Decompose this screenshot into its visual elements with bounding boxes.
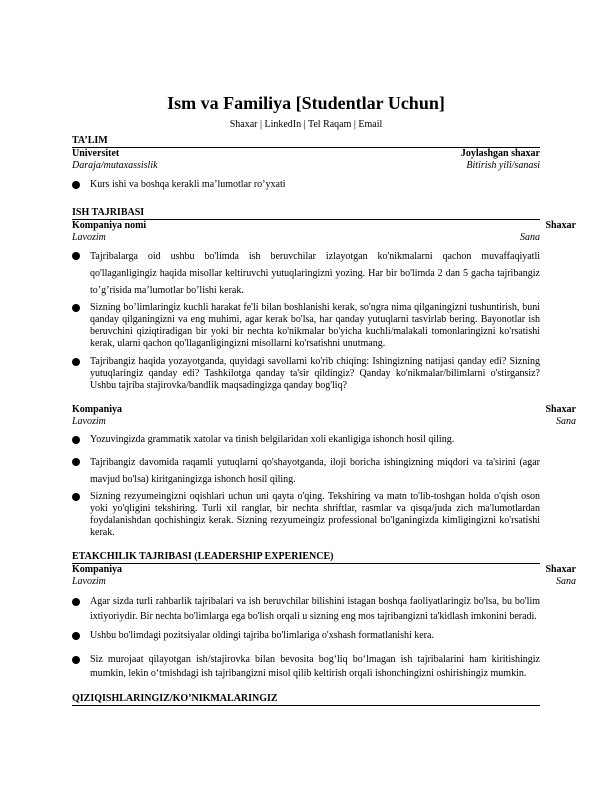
- company-city: Shaxar: [545, 220, 576, 231]
- work-entry-1-row-1: [72, 220, 576, 232]
- company-name: Kompaniya nomi: [72, 220, 147, 231]
- bullet-icon: [72, 493, 80, 501]
- list-item: Yozuvingizda grammatik xatolar va tinish belgilaridan xoli ekanligiga ishonch hosil qiling.: [72, 434, 540, 446]
- list-item: Sizning rezyumeingizni oqishlari uchun uni qayta o'qing. Tekshiring va matn to'lib-toshgan holda o'qish oson yoki yo'qligini tekshiring. Turli xil ranglar, bir nechta shriftlar, rasmlar va qisqa/juda zich ma'lumotlardan foydalanishdan qochishingiz kerak. Sizning rezyumeingiz professional bo'lganingizda kimligingizni ko'rsatishi kerak.: [72, 491, 540, 539]
- bullet-icon: [72, 632, 80, 640]
- section-title-work: ISH TAJRIBASI: [72, 207, 540, 220]
- company-city: Shaxar: [545, 404, 576, 415]
- bullet-icon: [72, 598, 80, 606]
- education-bullets: [72, 179, 540, 191]
- list-item: Tajribangiz davomida raqamli yutuqlarni qo'shayotganda, iloji boricha ishingizning miqdori va ta'sirini (agar mavjud bo'lsa) kiritganingizga ishonch hosil qiling.: [72, 454, 540, 488]
- date: Sana: [556, 576, 576, 587]
- bullet-icon: [72, 458, 80, 466]
- list-item: Tajribangiz haqida yozayotganda, quyidagi savollarni ko'rib chiqing: Ishingizning natijasi qanday edi? Sizning yutuqlaringiz qanday edi? Tashkilotga qanday ta'sir qildingiz? Qanday ko'nikmalar/bilimlarni o'stirgansiz? Ushbu tajriba stajirovka/bandlik maqsadingizga qanday bog'liq?: [72, 356, 540, 392]
- resume-name: Ism va Familiya [Studentlar Uchun]: [167, 93, 445, 113]
- bullet-icon: [72, 304, 80, 312]
- list-item: Siz murojaat qilayotgan ish/stajirovka bilan bevosita bog‘liq bo‘lmagan ish tajribalarini ham kiritishingiz mumkin, lekin o‘tmishdagi ish tajribangizni misol qilib keltirish orqali ishonchingizni oshirishingiz mumkin.: [72, 653, 540, 681]
- graduation-date: Bitirish yili/sanasi: [466, 160, 540, 171]
- education-row-2: [72, 160, 540, 172]
- section-title-leadership: ETAKCHILIK TAJRIBASI (LEADERSHIP EXPERIENCE): [72, 551, 540, 564]
- work-entry-2-bullets: [72, 434, 540, 539]
- work-entry-2-row-2: [72, 416, 576, 428]
- section-title-education: TA’LIM: [72, 135, 540, 148]
- company-city: Shaxar: [545, 564, 576, 575]
- date: Sana: [520, 232, 540, 243]
- resume-page: [72, 92, 576, 706]
- list-item: Sizning bo’limlaringiz kuchli harakat fe'li bilan boshlanishi kerak, so'ngra nima qilganingizni tushuntirish, buni qanday qilganingizni va eng muhimi, agar kerak bo'lsa, har qanday yutuqlarni tasvirlab bering. Bayonotlar ish beruvchini qiziqtiradigan bir yoki bir nechta ko'nikmalar bo'yicha kuchli/malakali tomonlaringizni ko'rsatishi kerak, ularni qachon qo'llaganligingizni misollarni ko'rsatishni unutmang.: [72, 302, 540, 350]
- university-name: Universitet: [72, 148, 120, 159]
- company-name: Kompaniya: [72, 404, 123, 415]
- university-location: Joylashgan shaxar: [460, 148, 540, 159]
- education-row-1: [72, 148, 540, 160]
- leadership-entry-1-bullets: [72, 594, 540, 681]
- list-item: Kurs ishi va boshqa kerakli ma’lumotlar ro’yxati: [72, 179, 540, 191]
- bullet-icon: [72, 358, 80, 366]
- bullet-icon: [72, 181, 80, 189]
- degree: Daraja/mutaxassislik: [72, 160, 158, 171]
- bullet-icon: [72, 656, 80, 664]
- date: Sana: [556, 416, 576, 427]
- list-item: Agar sizda turli rahbarlik tajribalari va ish beruvchilar bilishini istagan boshqa faoliyatlaringiz bo'lsa, bu bo'lim ixtiyoriydir. Bir nechta bo'limlarga ega bo'lish orqali u sizning eng mos tajribangizni ta'kidlash imkonini beradi.: [72, 594, 540, 624]
- section-title-interests: QIZIQISHLARINGIZ/KO’NIKMALARINGIZ: [72, 693, 540, 706]
- work-entry-2-row-1: [72, 404, 576, 416]
- leadership-entry-1-row-1: [72, 564, 576, 576]
- leadership-entry-1-row-2: [72, 576, 576, 588]
- bullet-icon: [72, 252, 80, 260]
- bullet-icon: [72, 436, 80, 444]
- company-name: Kompaniya: [72, 564, 123, 575]
- position: Lavozim: [72, 576, 106, 587]
- position: Lavozim: [72, 416, 106, 427]
- list-item: Ushbu bo'limdagi pozitsiyalar oldingi tajriba bo'limlariga o'xshash formatlanishi kera.: [72, 630, 540, 642]
- list-item: Tajribalarga oid ushbu bo'limda ish beruvchilar izlayotgan ko'nikmalarni qachon muvaffaqiyatli qo'llaganligingiz haqida misollar keltiruvchi yutuqlaringizni yozing. Har bir bo'limda 2 dan 5 gacha tajribangiz to’g’risida ma’lumotlar bo’lishi kerak.: [72, 248, 540, 299]
- position: Lavozim: [72, 232, 106, 243]
- work-entry-1-row-2: [72, 232, 540, 244]
- work-entry-1-bullets: [72, 248, 540, 392]
- contact-line: Shaxar | LinkedIn | Tel Raqam | Email: [229, 119, 383, 130]
